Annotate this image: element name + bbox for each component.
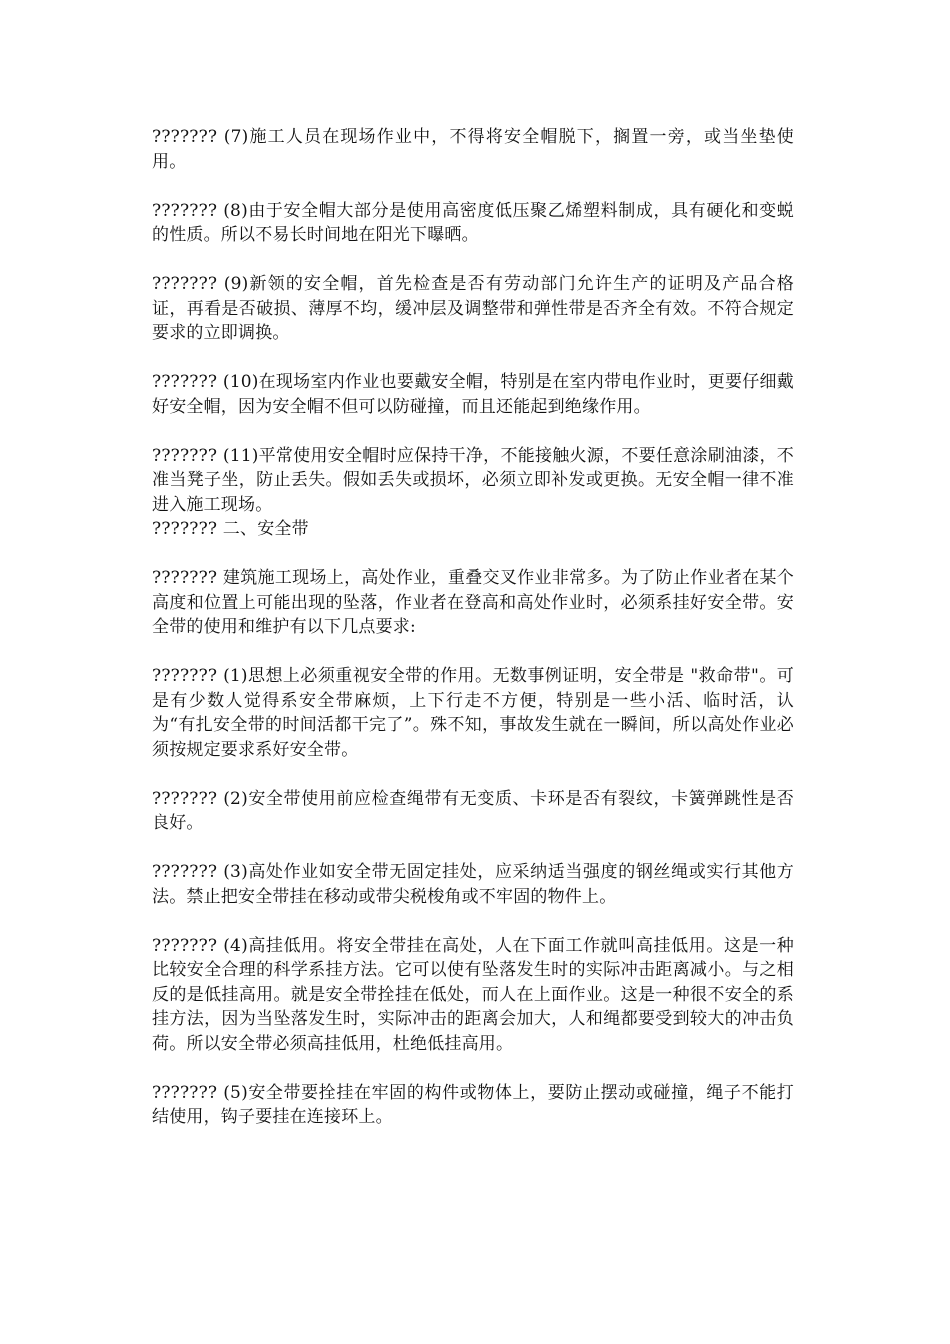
paragraph-belt-3: ??????? (3)高处作业如安全带无固定挂处，应采纳适当强度的钢丝绳或实行其他方法。禁止把安全带挂在移动或带尖税梭角或不牢固的物件上。 (152, 862, 794, 907)
paragraph-belt-4: ??????? (4)高挂低用。将安全带挂在高处，人在下面工作就叫高挂低用。这是一种比较安全合理的科学系挂方法。它可以使有坠落发生时的实际冲击距离减小。与之相反的是低挂高用。就是安全带拴挂在低处，而人在上面作业。这是一种很不安全的系挂方法，因为当坠落发生时，实际冲击的距离会加大，人和绳都要受到较大的冲击负荷。所以安全带必须高挂低用，杜绝低挂高用。 (152, 935, 794, 1054)
paragraph-helmet-8: ??????? (8)由于安全帽大部分是使用高密度低压聚乙烯塑料制成，具有硬化和变蜕的性质。所以不易长时间地在阳光下曝晒。 (152, 200, 794, 245)
paragraph-helmet-10: ??????? (10)在现场室内作业也要戴安全帽，特别是在室内带电作业时，更要仔细戴好安全帽，因为安全帽不但可以防碰撞，而且还能起到绝缘作用。 (152, 372, 794, 417)
paragraph-helmet-7: ??????? (7)施工人员在现场作业中，不得将安全帽脱下，搁置一旁，或当坐垫使用。 (152, 127, 794, 172)
paragraph-helmet-9: ??????? (9)新领的安全帽，首先检查是否有劳动部门允许生产的证明及产品合格证，再看是否破损、薄厚不均，缓冲层及调整带和弹性带是否齐全有效。不符合规定要求的立即调换。 (152, 274, 794, 343)
paragraph-helmet-11: ??????? (11)平常使用安全帽时应保持干净，不能接触火源，不要任意涂刷油漆，不准当凳子坐，防止丢失。假如丢失或损坏，必须立即补发或更换。无安全帽一律不准进入施工现场。 (152, 445, 794, 515)
paragraph-belt-5: ??????? (5)安全带要拴挂在牢固的构件或物体上，要防止摆动或碰撞，绳子不能打结使用，钩子要挂在连接环上。 (152, 1082, 794, 1127)
paragraph-belt-intro: ??????? 建筑施工现场上，高处作业，重叠交叉作业非常多。为了防止作业者在某个高度和位置上可能出现的坠落，作业者在登高和高处作业时，必须系挂好安全带。安全带的使用和维护有以下几点要求: (152, 568, 794, 637)
section-heading-safety-belt: ??????? 二、安全带 (152, 519, 309, 539)
paragraph-belt-2: ??????? (2)安全带使用前应检查绳带有无变质、卡环是否有裂纹，卡簧弹跳性是否良好。 (152, 788, 794, 833)
paragraph-belt-1: ??????? (1)思想上必须重视安全带的作用。无数事例证明，安全带是 "救命带"。可是有少数人觉得系安全带麻烦，上下行走不方便，特别是一些小活、临时活，认为“有扎安全带的时间活都干完了”。殊不知，事故发生就在一瞬间，所以高处作业必须按规定要求系好安全带。 (152, 666, 794, 760)
document-body (152, 125, 794, 1130)
